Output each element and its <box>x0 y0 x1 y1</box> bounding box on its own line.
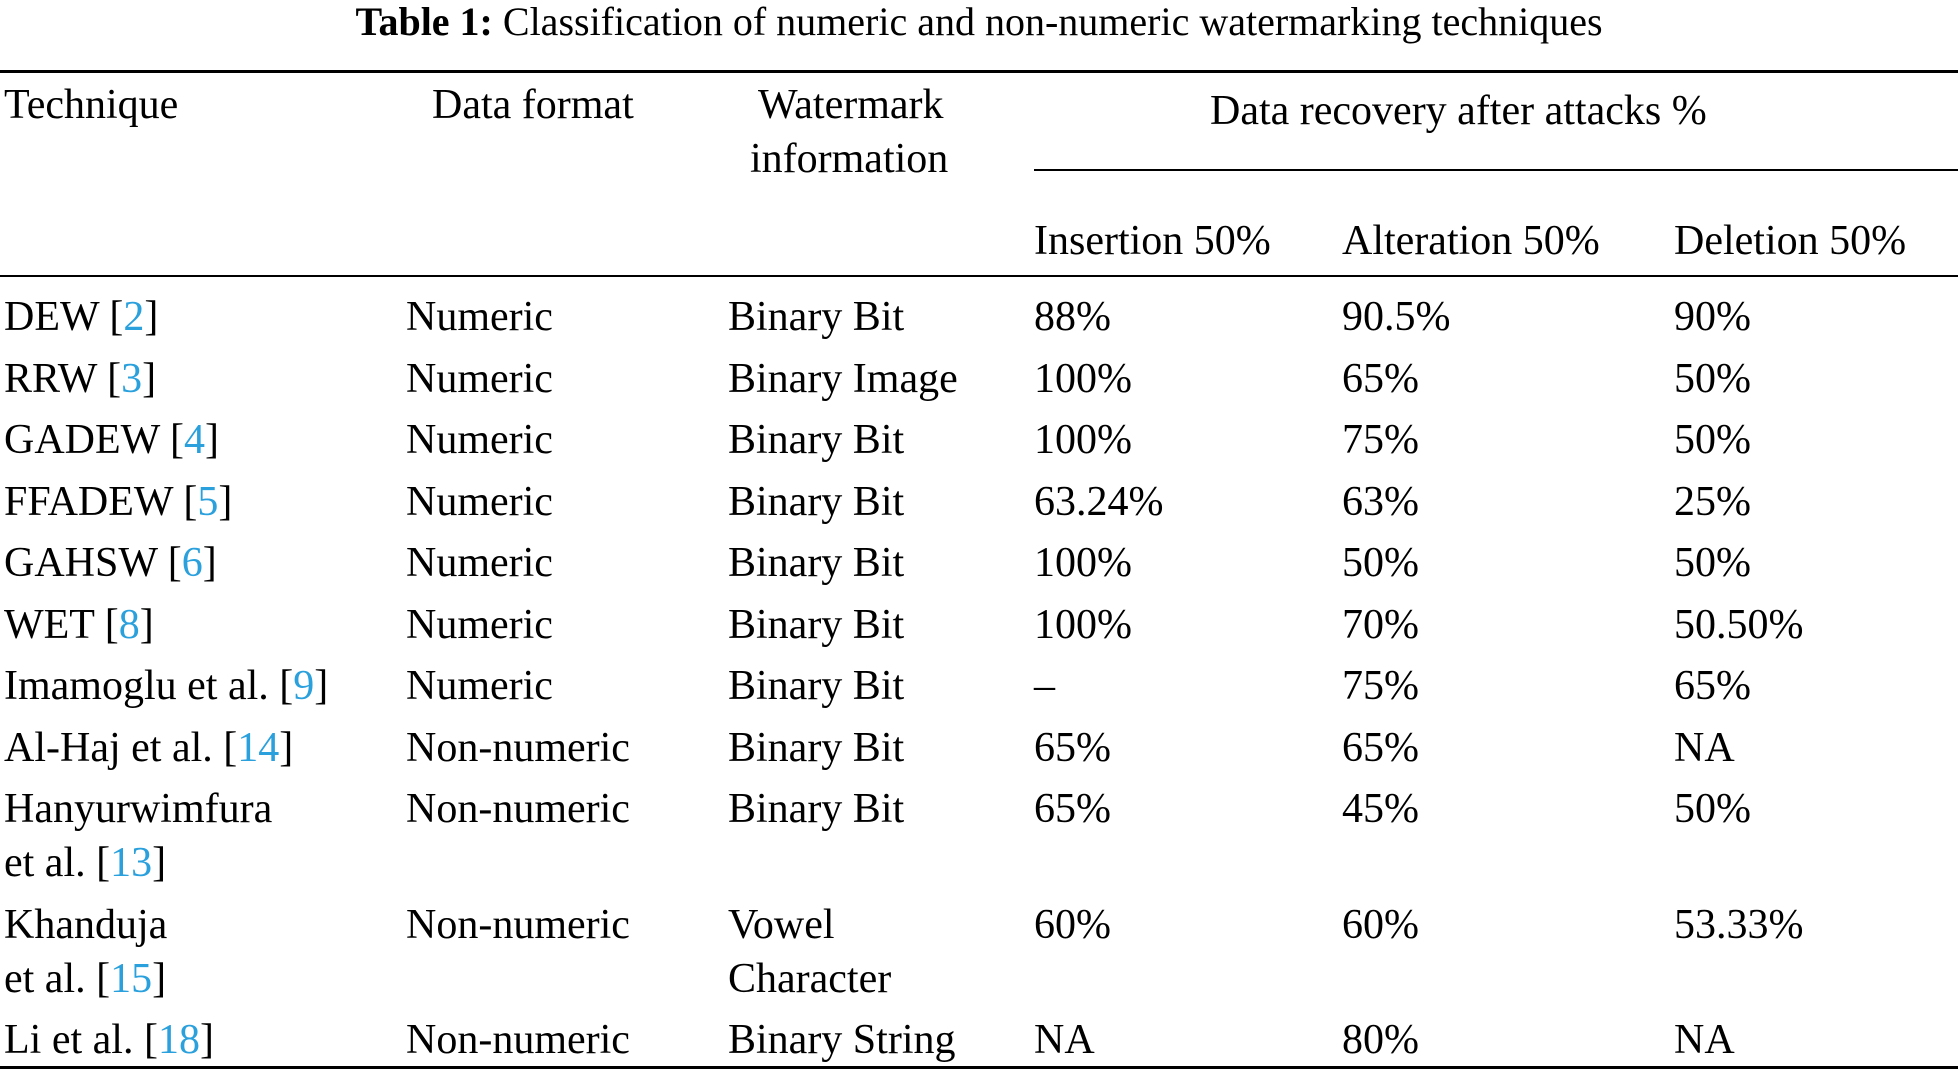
cell-watermark: Binary Bit <box>728 294 905 340</box>
bottom-rule <box>0 1066 1958 1069</box>
cell-alteration: 75% <box>1342 663 1419 709</box>
cell-insertion: 100% <box>1034 601 1132 648</box>
header-bottom-rule <box>0 275 1958 277</box>
technique-name: Al-Haj et al. <box>4 724 213 771</box>
cell-insertion: 65% <box>1034 786 1111 832</box>
cell-watermark: Binary String <box>728 1017 956 1063</box>
caption-label: Table 1: <box>355 0 493 44</box>
cell-technique <box>4 665 328 707</box>
citation-open-bracket: [ <box>96 355 122 402</box>
cell-data-format: Numeric <box>406 355 553 402</box>
cell-deletion: 50% <box>1674 417 1751 463</box>
cell-alteration: 45% <box>1342 786 1419 832</box>
cell-data-format: Numeric <box>406 417 553 463</box>
cell-technique <box>4 842 166 884</box>
technique-name: FFADEW <box>4 478 173 525</box>
citation-close-bracket: ] <box>139 601 154 648</box>
cell-alteration: 65% <box>1342 724 1419 771</box>
cell-alteration: 63% <box>1342 478 1419 525</box>
citation-open-bracket: [ <box>159 417 185 463</box>
technique-name: Khanduja <box>4 901 168 948</box>
cell-technique <box>4 419 219 461</box>
cell-technique <box>4 296 158 338</box>
citation-link[interactable]: 9 <box>293 663 315 709</box>
cell-data-format: Numeric <box>406 478 553 525</box>
cell-deletion: 50% <box>1674 786 1751 832</box>
header-watermark-line2: information <box>750 136 949 182</box>
technique-name: WET <box>4 601 95 648</box>
cell-data-format: Non-numeric <box>406 786 630 832</box>
cell-deletion: NA <box>1674 1017 1735 1063</box>
citation-close-bracket: ] <box>199 1017 214 1063</box>
citation-close-bracket: ] <box>205 417 220 463</box>
citation-open-bracket: [ <box>133 1017 158 1063</box>
citation-open-bracket: [ <box>268 663 294 709</box>
cell-alteration: 70% <box>1342 601 1419 648</box>
technique-name: Imamoglu et al. <box>4 663 269 709</box>
technique-name: DEW <box>4 294 99 340</box>
technique-name: Li et al. <box>4 1017 134 1063</box>
cell-data-format: Non-numeric <box>406 724 630 771</box>
group-cmidrule <box>1034 169 1958 171</box>
cell-insertion: 100% <box>1034 540 1132 586</box>
citation-open-bracket: [ <box>157 540 182 586</box>
cell-watermark: Binary Bit <box>728 663 905 709</box>
cell-alteration: 50% <box>1342 540 1419 586</box>
header-alteration: Alteration 50% <box>1342 218 1600 264</box>
technique-name: GAHSW <box>4 540 158 586</box>
cell-deletion: NA <box>1674 724 1735 771</box>
citation-close-bracket: ] <box>152 955 167 1002</box>
cell-technique <box>4 355 157 402</box>
citation-open-bracket: [ <box>94 601 119 648</box>
citation-link[interactable]: 4 <box>184 417 206 463</box>
cell-alteration: 65% <box>1342 355 1419 402</box>
technique-name: et al. <box>4 955 86 1002</box>
technique-name: RRW <box>4 355 97 402</box>
citation-open-bracket: [ <box>98 294 124 340</box>
cell-watermark: Binary Bit <box>728 540 905 586</box>
citation-open-bracket: [ <box>85 840 111 886</box>
citation-close-bracket: ] <box>279 724 294 771</box>
cell-deletion: 25% <box>1674 478 1751 525</box>
cell-watermark-line2: Character <box>728 955 892 1002</box>
cell-technique <box>4 1019 214 1061</box>
cell-technique <box>4 601 154 648</box>
cell-technique <box>4 542 217 584</box>
citation-link[interactable]: 2 <box>123 294 145 340</box>
cell-deletion: 50% <box>1674 355 1751 402</box>
cell-insertion: 65% <box>1034 724 1111 771</box>
citation-close-bracket: ] <box>144 294 159 340</box>
technique-name: Hanyurwimfura <box>4 786 273 832</box>
cell-watermark: Binary Bit <box>728 417 905 463</box>
caption-text: Classification of numeric and non-numeric watermarking techniques <box>502 0 1603 44</box>
cell-deletion: 90% <box>1674 294 1751 340</box>
header-group-data-recovery: Data recovery after attacks % <box>1210 88 1707 134</box>
cell-watermark: Binary Bit <box>728 786 905 832</box>
citation-close-bracket: ] <box>152 840 167 886</box>
citation-open-bracket: [ <box>212 724 238 771</box>
cell-insertion: 100% <box>1034 417 1132 463</box>
cell-alteration: 80% <box>1342 1017 1419 1063</box>
cell-deletion: 65% <box>1674 663 1751 709</box>
cell-insertion: 60% <box>1034 901 1111 948</box>
cell-data-format: Non-numeric <box>406 1017 630 1063</box>
technique-name: et al. <box>4 840 86 886</box>
header-deletion: Deletion 50% <box>1674 218 1907 264</box>
technique-name: GADEW <box>4 417 160 463</box>
cell-deletion: 50.50% <box>1674 601 1804 648</box>
cell-technique <box>4 478 233 525</box>
cell-alteration: 75% <box>1342 417 1419 463</box>
cell-watermark: Vowel <box>728 901 835 948</box>
cell-deletion: 53.33% <box>1674 901 1804 948</box>
citation-link[interactable]: 15 <box>110 955 153 1002</box>
cell-data-format: Numeric <box>406 540 553 586</box>
cell-insertion: 63.24% <box>1034 478 1164 525</box>
citation-close-bracket: ] <box>202 540 217 586</box>
cell-technique <box>4 724 294 771</box>
citation-link[interactable]: 3 <box>121 355 143 402</box>
cell-data-format: Numeric <box>406 601 553 648</box>
citation-close-bracket: ] <box>314 663 329 709</box>
citation-close-bracket: ] <box>218 478 233 525</box>
cell-watermark: Binary Image <box>728 355 958 402</box>
citation-link[interactable]: 5 <box>197 478 219 525</box>
cell-data-format: Non-numeric <box>406 901 630 948</box>
cell-insertion: 88% <box>1034 294 1111 340</box>
header-insertion: Insertion 50% <box>1034 218 1271 264</box>
cell-technique <box>4 955 167 1002</box>
cell-watermark: Binary Bit <box>728 724 905 771</box>
citation-link[interactable]: 18 <box>157 1017 200 1063</box>
cell-watermark: Binary Bit <box>728 601 905 648</box>
cell-insertion: 100% <box>1034 355 1132 402</box>
cell-alteration: 60% <box>1342 901 1419 948</box>
citation-link[interactable]: 13 <box>110 840 153 886</box>
citation-close-bracket: ] <box>142 355 157 402</box>
header-technique: Technique <box>4 82 179 128</box>
cell-insertion: NA <box>1034 1017 1095 1063</box>
cell-technique <box>4 901 168 948</box>
citation-link[interactable]: 8 <box>118 601 140 648</box>
top-rule <box>0 70 1958 73</box>
citation-link[interactable]: 6 <box>181 540 203 586</box>
cell-data-format: Numeric <box>406 663 553 709</box>
cell-insertion: – <box>1034 663 1055 709</box>
table-caption <box>0 2 1958 42</box>
citation-open-bracket: [ <box>85 955 111 1002</box>
header-watermark-line1: Watermark <box>758 82 944 128</box>
header-data-format: Data format <box>432 82 634 128</box>
cell-technique <box>4 788 272 830</box>
cell-alteration: 90.5% <box>1342 294 1451 340</box>
cell-watermark: Binary Bit <box>728 478 905 525</box>
citation-link[interactable]: 14 <box>237 724 280 771</box>
cell-data-format: Numeric <box>406 294 553 340</box>
cell-deletion: 50% <box>1674 540 1751 586</box>
citation-open-bracket: [ <box>172 478 198 525</box>
